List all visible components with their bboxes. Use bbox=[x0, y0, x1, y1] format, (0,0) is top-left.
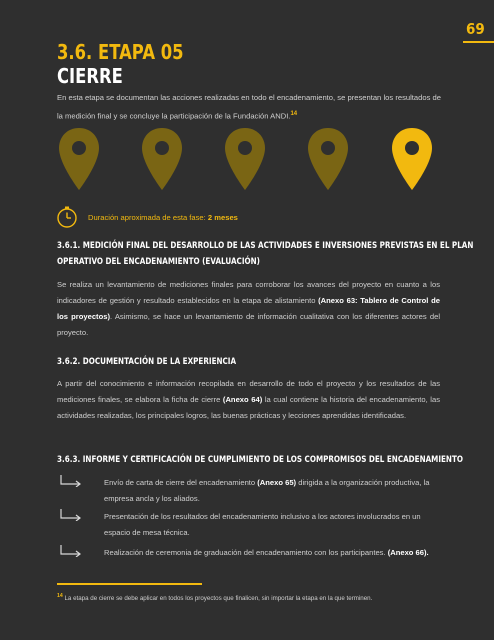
section-1-paragraph bbox=[57, 277, 440, 341]
stopwatch-icon bbox=[55, 205, 79, 229]
section-2-text-b: la cual contiene la historia del encadenamiento, las actividades realizadas, los principales logros, las buenas prácticas y lecciones aprendidas identificadas. bbox=[57, 395, 440, 420]
section-1-annex-ref: (Anexo 63: Tablero de Control de los proyectos) bbox=[57, 296, 440, 321]
section-2-heading bbox=[57, 354, 457, 370]
location-pin-icon bbox=[140, 126, 184, 192]
location-pin-icon bbox=[223, 126, 267, 192]
section-2-heading-text: 3.6.2. DOCUMENTACIÓN DE LA EXPERIENCIA bbox=[57, 357, 237, 367]
duration-value: 2 meses bbox=[207, 213, 238, 222]
duration-label: Duración aproximada de esta fase: bbox=[88, 213, 206, 222]
bullet-2-text: Presentación de los resultados del encadenamiento inclusivo a los actores involucrados en un espacio de mesa técnica. bbox=[104, 512, 421, 537]
section-1-text-b: . Asimismo, se hace un levantamiento de información cualitativa con los diferentes actores del proyecto. bbox=[57, 312, 441, 337]
section-2-annex-ref: (Anexo 64) bbox=[222, 395, 263, 404]
section-1-heading-line1: 3.6.1. MEDICIÓN FINAL DEL DESARROLLO DE LAS ACTIVIDADES E INVERSIONES PREVISTAS EN EL PLAN bbox=[57, 241, 474, 251]
intro-paragraph bbox=[57, 90, 441, 125]
list-item-text bbox=[104, 509, 444, 541]
intro-text: En esta etapa se documentan las acciones realizadas en todo el encadenamiento, se presentan los resultados de la medición final y se concluye la participación de la Fundación ANDI. bbox=[57, 93, 441, 121]
list-item bbox=[60, 545, 444, 579]
bullet-3-text: Realización de ceremonia de graduación del encadenamiento con los participantes. bbox=[104, 548, 386, 557]
footnote bbox=[57, 593, 457, 602]
location-pin-icon bbox=[306, 126, 350, 192]
corner-arrow-icon bbox=[60, 475, 82, 487]
section-1-heading bbox=[57, 238, 474, 270]
location-pin-icon bbox=[57, 126, 101, 192]
section-1-heading-line2: OPERATIVO DEL ENCADENAMIENTO (EVALUACIÓN) bbox=[57, 257, 260, 267]
stage-pins bbox=[0, 126, 494, 196]
footnote-divider bbox=[57, 583, 202, 585]
list-item bbox=[60, 509, 444, 543]
footnote-number: 14 bbox=[57, 593, 63, 599]
section-2-paragraph bbox=[57, 376, 440, 424]
page-number: 69 bbox=[466, 20, 485, 38]
bullet-1-annex-ref: (Anexo 65) bbox=[257, 478, 297, 487]
page-number-rule bbox=[463, 41, 494, 43]
bullet-1-text-a: Envío de carta de cierre del encadenamiento bbox=[104, 478, 256, 487]
section-3-heading bbox=[57, 452, 463, 468]
bullet-3-annex-ref: (Anexo 66). bbox=[387, 548, 429, 557]
corner-arrow-icon bbox=[60, 509, 82, 521]
list-item-text bbox=[104, 475, 444, 507]
list-item bbox=[60, 475, 444, 509]
bullet-1-text-b: dirigida a la organización productiva, la empresa ancla y los aliados. bbox=[104, 478, 430, 503]
location-pin-active-icon bbox=[390, 126, 434, 192]
intro-footnote-ref: 14 bbox=[290, 111, 298, 117]
section-title: 3.6. ETAPA 05 bbox=[57, 40, 184, 64]
section-1-text-a: Se realiza un levantamiento de mediciones finales para corroborar los avances del proyecto en cuanto a los indicadores de gestión y resultado establecidos en la etapa de alistamiento bbox=[57, 280, 440, 305]
duration-text bbox=[88, 213, 238, 222]
corner-arrow-icon bbox=[60, 545, 82, 557]
section-subtitle: CIERRE bbox=[57, 64, 123, 88]
list-item-text bbox=[104, 545, 444, 561]
footnote-text: La etapa de cierre se debe aplicar en todos los proyectos que finalicen, sin importar la etapa en la que terminen. bbox=[64, 595, 373, 603]
section-3-heading-text: 3.6.3. INFORME Y CERTIFICACIÓN DE CUMPLIMIENTO DE LOS COMPROMISOS DEL ENCADENAMIENTO bbox=[57, 455, 463, 465]
section-2-text-a: A partir del conocimiento e información recopilada en desarrollo de todo el proyecto y los resultados de las mediciones finales, se elabora la ficha de cierre bbox=[57, 379, 440, 404]
